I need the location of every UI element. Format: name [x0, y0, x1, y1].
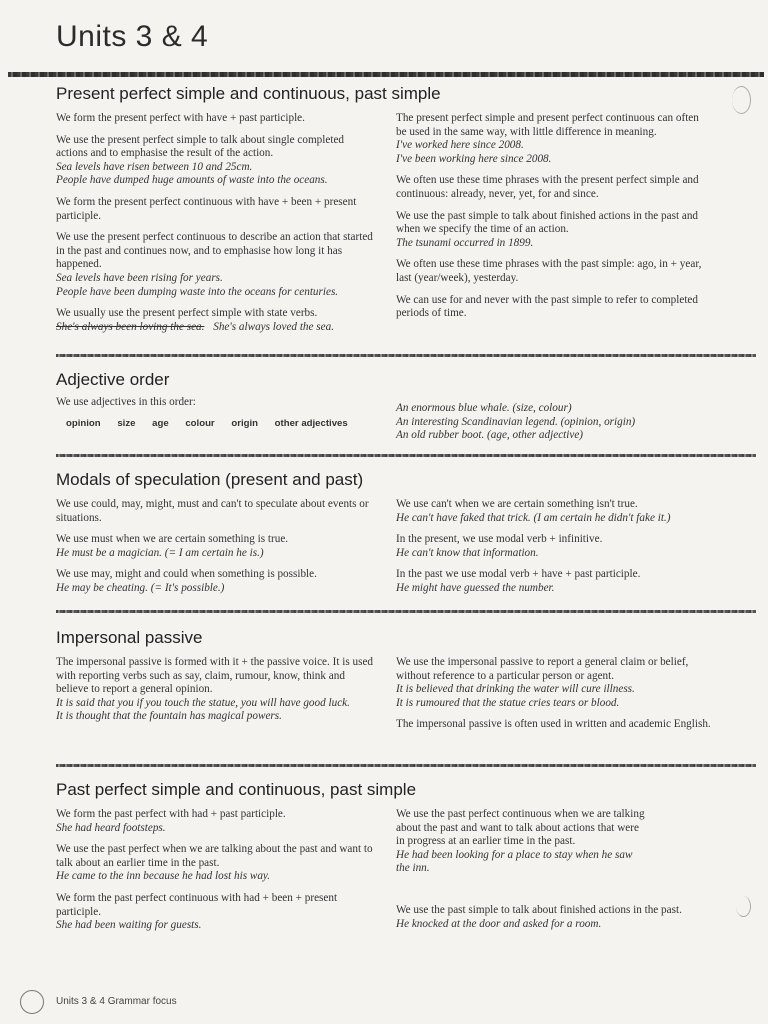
example: An interesting Scandinavian legend. (opinion, origin)	[396, 415, 636, 428]
order-item: other adjectives	[274, 418, 348, 429]
paragraph: We use can't when we are certain something isn't true.	[396, 498, 638, 510]
paragraph: We use may, might and could when something is possible.	[56, 568, 317, 581]
example: He can't have faked that trick. (I am certain he didn't fake it.)	[396, 511, 671, 524]
order-item: age	[152, 418, 169, 429]
section-divider	[56, 764, 756, 767]
paragraph: The present perfect simple and present perfect continuous can often be used in the same way, with little difference in meaning.	[396, 112, 699, 138]
example: I've been working here since 2008.	[396, 152, 552, 165]
paragraph: We use the past perfect when we are talking about the past and want to talk about an earlier time in the past.	[56, 843, 373, 869]
paragraph: We form the past perfect with had + past participle.	[56, 808, 286, 820]
example: He may be cheating. (= It's possible.)	[56, 581, 225, 594]
section-modals-right	[396, 498, 712, 596]
section-modals-left	[56, 498, 374, 596]
section-heading-present-perfect: Present perfect simple and continuous, past simple	[56, 84, 441, 103]
rule-text: We use the present perfect simple to talk about single completed actions and to emphasise the result of the action.	[56, 133, 345, 160]
example: He came to the inn because he had lost his way.	[56, 870, 271, 883]
example: She had been waiting for guests.	[56, 919, 202, 932]
scan-mark	[736, 896, 751, 917]
section-divider	[56, 354, 756, 357]
paragraph: We can use for and never with the past simple to refer to completed periods of time.	[396, 293, 698, 320]
order-item: size	[117, 418, 136, 429]
example: It is said that you if you touch the statue, you will have good luck.	[56, 696, 350, 709]
order-item: origin	[231, 418, 258, 429]
section-past-perfect-right-2	[396, 904, 716, 931]
adjective-order-intro: We use adjectives in this order:	[56, 396, 196, 408]
example: People have been dumping waste into the oceans for centuries.	[56, 285, 339, 298]
paragraph: We use the past simple to talk about finished actions in the past and when we specify the time of an action.	[396, 209, 699, 236]
example: He knocked at the door and asked for a room.	[396, 917, 602, 930]
paragraph: We use must when we are certain something is true.	[56, 533, 289, 546]
paragraph: We use could, may, might, must and can't to speculate about events or situations.	[56, 498, 369, 524]
paragraph: In the past we use modal verb + have + past participle.	[396, 568, 641, 581]
paragraph: We form the past perfect continuous with had + been + present participle.	[56, 891, 338, 918]
section-present-perfect-left	[56, 112, 374, 334]
section-divider	[56, 454, 756, 457]
example: Sea levels have been rising for years.	[56, 271, 223, 284]
order-item: colour	[185, 418, 215, 429]
order-item: opinion	[66, 418, 101, 429]
paragraph: In the present, we use modal verb + infinitive.	[396, 533, 603, 546]
book-logo-icon	[20, 990, 44, 1014]
example: Sea levels have risen between 10 and 25cm.	[56, 160, 253, 173]
paragraph: We often use these time phrases with the present perfect simple and continuous: already, never, yet, for and since.	[396, 174, 699, 200]
example: She had heard footsteps.	[56, 821, 166, 834]
example: He can't know that information.	[396, 546, 539, 559]
section-heading-past-perfect: Past perfect simple and continuous, past simple	[56, 780, 417, 799]
example: The tsunami occurred in 1899.	[396, 236, 534, 249]
page-footer: Units 3 & 4 Grammar focus	[56, 996, 177, 1007]
example: It is believed that drinking the water will cure illness.	[396, 683, 635, 696]
paragraph: We often use these time phrases with the past simple: ago, in + year, last (year/week), yesterday.	[396, 258, 702, 284]
example: It is thought that the fountain has magical powers.	[56, 710, 282, 723]
example: An old rubber boot. (age, other adjective)	[396, 429, 584, 442]
paragraph: We usually use the present perfect simple with state verbs.	[56, 307, 318, 320]
section-heading-adjective-order: Adjective order	[56, 370, 170, 389]
paragraph: We use the present perfect continuous to describe an action that started in the past and continues now, and to emphasise how long it has happened.	[56, 231, 373, 271]
example: It is rumoured that the statue cries tears or blood.	[396, 696, 620, 709]
paragraph: We use the past simple to talk about finished actions in the past.	[396, 904, 682, 916]
example-pair	[56, 321, 374, 335]
example: He had been looking for a place to stay when he saw the inn.	[396, 848, 633, 875]
section-past-perfect-right	[396, 808, 646, 884]
section-present-perfect-right	[396, 112, 712, 329]
adjective-order-examples	[396, 402, 712, 443]
incorrect-example: She's always been loving the sea.	[56, 320, 205, 333]
section-past-perfect-left	[56, 808, 374, 933]
paragraph: The impersonal passive is formed with it + the passive voice. It is used with reporting verbs such as say, claim, rumour, know, think and believe to report a general opinion.	[56, 656, 374, 696]
example: He might have guessed the number.	[396, 581, 555, 594]
adjective-order-list	[66, 418, 362, 429]
paragraph: We use the past perfect continuous when we are talking about the past and want to talk about actions that were in progress at an earlier time in the past.	[396, 808, 645, 848]
paragraph: We use the impersonal passive to report a general claim or belief, without reference to a particular person or agent.	[396, 656, 689, 682]
section-divider	[56, 610, 756, 613]
section-heading-impersonal-passive: Impersonal passive	[56, 628, 203, 647]
correct-example: She's always loved the sea.	[213, 320, 334, 333]
paragraph: The impersonal passive is often used in written and academic English.	[396, 718, 711, 731]
section-heading-modals: Modals of speculation (present and past)	[56, 470, 364, 489]
example: He must be a magician. (= I am certain he is.)	[56, 546, 264, 559]
example: I've worked here since 2008.	[396, 139, 524, 152]
example: People have dumped huge amounts of waste into the oceans.	[56, 174, 328, 187]
paragraph	[56, 134, 374, 161]
paragraph: We form the present perfect continuous with have + been + present participle.	[56, 195, 357, 222]
page-title: Units 3 & 4	[56, 20, 209, 53]
example: An enormous blue whale. (size, colour)	[396, 402, 572, 414]
section-impersonal-right	[396, 656, 712, 740]
title-divider	[8, 72, 764, 77]
section-impersonal-left	[56, 656, 374, 724]
paragraph: We form the present perfect with have + past participle.	[56, 112, 305, 124]
scan-mark	[732, 86, 751, 114]
